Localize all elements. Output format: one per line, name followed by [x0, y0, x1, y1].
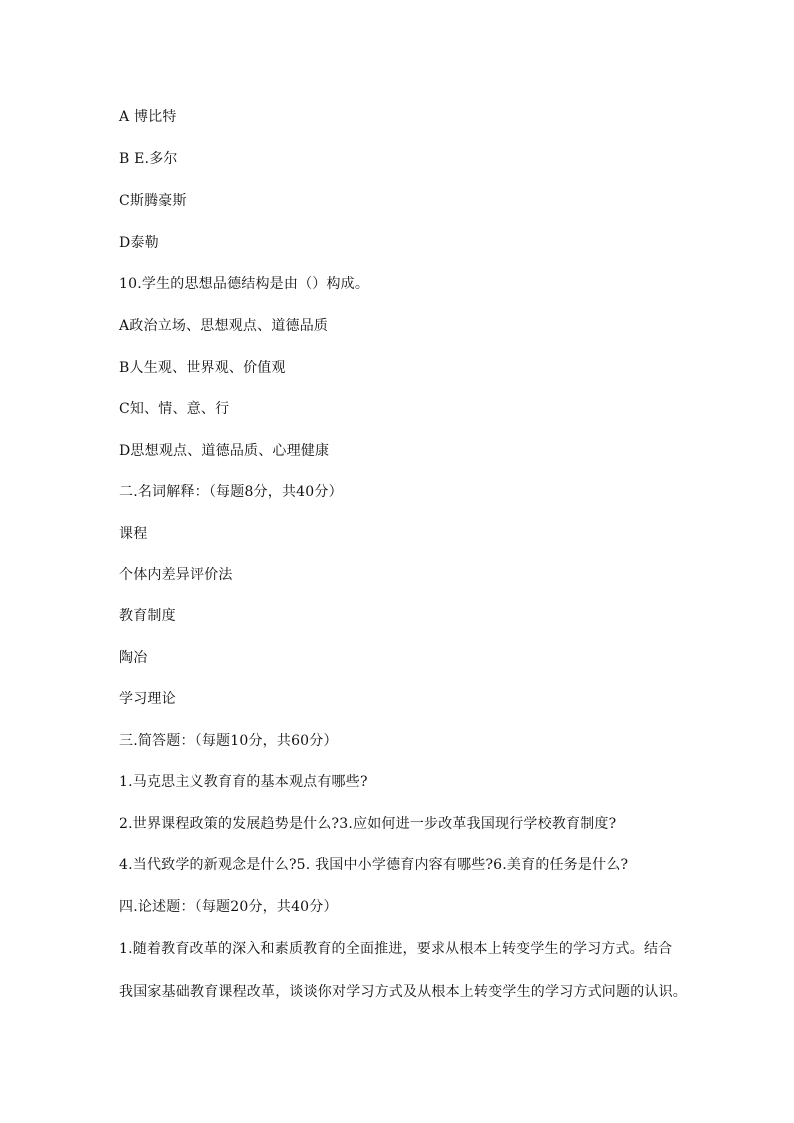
q10-option-b: B人生观、世界观、价值观 — [119, 360, 286, 376]
section3-heading: 三.简答题：（每题10分，共60分） — [119, 733, 338, 749]
q10-option-d: D思想观点、道德品质、心理健康 — [119, 443, 330, 459]
q10-option-c: C知、情、意、行 — [119, 401, 230, 417]
short-answer-line: 4.当代致学的新观念是什么?5. 我国中小学德育内容有哪些?6.美育的任务是什么? — [119, 857, 629, 873]
q9-option-a: A 博比特 — [119, 109, 177, 125]
term-item: 个体内差异评价法 — [119, 567, 233, 583]
q9-option-b: B E.多尔 — [119, 151, 178, 167]
term-item: 教育制度 — [119, 608, 176, 624]
term-item: 课程 — [119, 526, 148, 542]
term-item: 陶冶 — [119, 650, 148, 666]
essay-line: 我国家基础教育课程改革，谈谈你对学习方式及从根本上转变学生的学习方式问题的认识。 — [119, 984, 687, 1000]
short-answer-line: 1.马克思主义教育育的基本观点有哪些? — [119, 774, 368, 790]
q10-option-a: A政治立场、思想观点、道德品质 — [119, 318, 329, 334]
term-item: 学习理论 — [119, 691, 176, 707]
q10-question: 10.学生的思想品德结构是由（）构成。 — [119, 276, 370, 292]
q9-option-d: D泰勒 — [119, 235, 159, 251]
section2-heading: 二.名词解释：（每题8分，共40分） — [119, 484, 343, 500]
essay-line: 1.随着教育改革的深入和素质教育的全面推进，要求从根本上转变学生的学习方式。结合 — [119, 941, 673, 957]
short-answer-line: 2.世界课程政策的发展趋势是什么?3.应如何进一步改革我国现行学校教育制度? — [119, 816, 617, 832]
section4-heading: 四.论述题：（每题20分，共40分） — [119, 899, 338, 915]
q9-option-c: C斯腾豪斯 — [119, 193, 187, 209]
